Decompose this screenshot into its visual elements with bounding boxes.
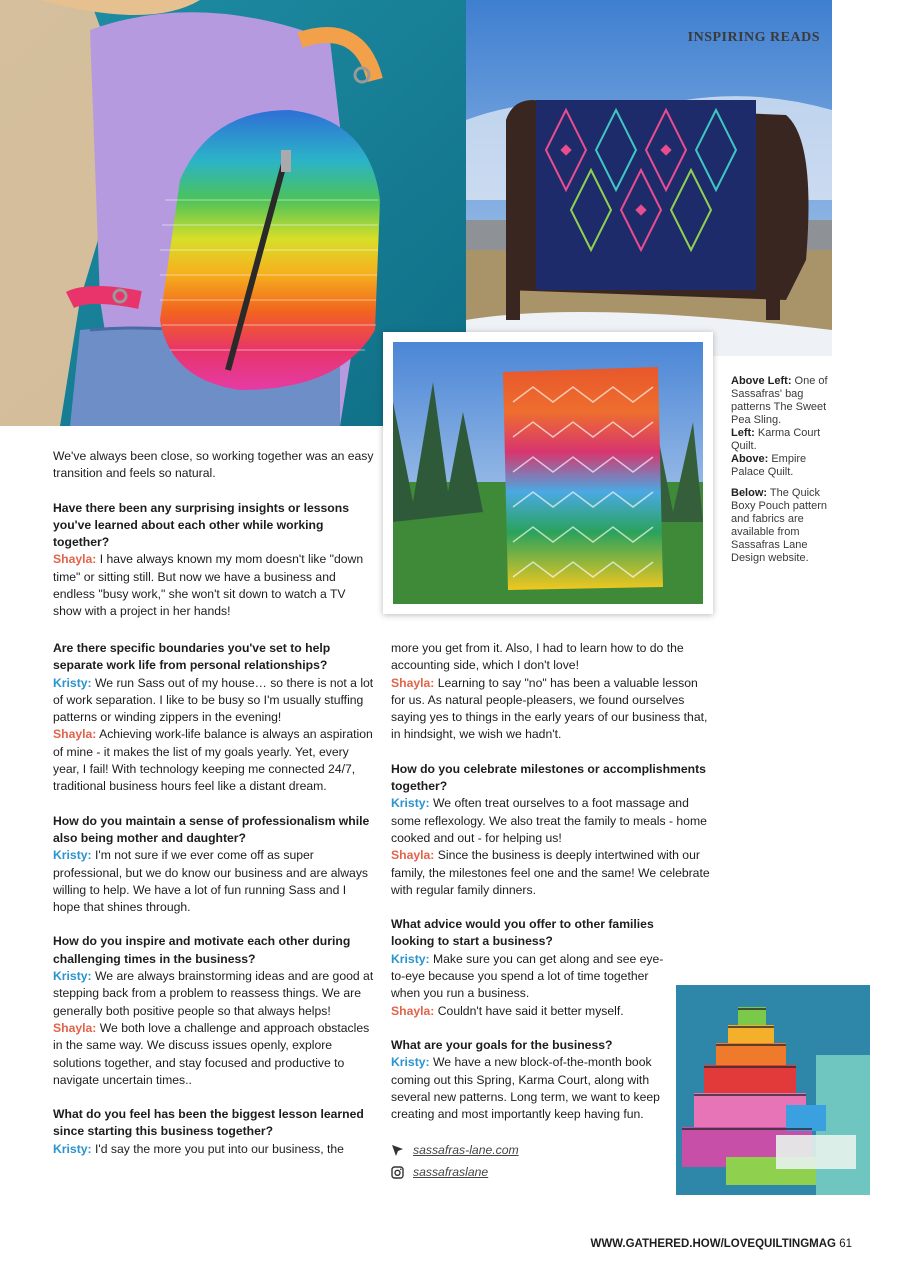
footer-url[interactable]: WWW.GATHERED.HOW/LOVEQUILTINGMAG bbox=[590, 1238, 836, 1250]
cursor-arrow-icon bbox=[391, 1144, 413, 1157]
karma-court-quilt-photo bbox=[383, 332, 713, 614]
social-links bbox=[391, 1140, 715, 1182]
caption-line: Left: Karma Court Quilt. bbox=[731, 427, 821, 452]
caption-line: Above Left: One of Sassafras' bag patterns The Sweet Pea Sling. bbox=[731, 375, 828, 426]
website-link[interactable]: sassafras-lane.com bbox=[413, 1143, 519, 1158]
caption-line: Below: The Quick Boxy Pouch pattern and fabrics are available from Sassafras Lane Design website. bbox=[731, 487, 828, 564]
caption-line: Above: Empire Palace Quilt. bbox=[731, 453, 807, 478]
qa-block: Are there specific boundaries you've set to help separate work life from personal relationships? Kristy: We run Sass out of my house… so there is not a lot of work separation. I like to be busy so I'm usually stuffing patterns or winding zippers in the evening! Shayla: Achieving work-life balance is always an aspiration of mine - it makes the list of my goals yearly. Yet, every year, I fail! With technology keeping me connected 24/7, traditional business hours feel like a distant dream. bbox=[53, 641, 374, 794]
question: What do you feel has been the biggest lesson learned since starting this business together? bbox=[53, 1107, 364, 1139]
qa-block: How do you inspire and motivate each other during challenging times in the business? Kristy: We are always brainstorming ideas and are good at stepping back from a problem to reassess things. We are generally both positive people so that always helps! Shayla: We both love a challenge and approach obstacles in the same way. We discuss issues openly, explore solutions together, and stay focused and productive to navigate uncertain times.. bbox=[53, 934, 374, 1087]
website-link-row bbox=[391, 1140, 715, 1160]
question: Have there been any surprising insights or lessons you've learned about each other while working together? bbox=[53, 500, 349, 550]
qa-block: How do you maintain a sense of professionalism while also being mother and daughter? Kristy: I'm not sure if we ever come off as super professional, but we do know our business and are always willing to help. We have a lot of fun running Sass and I hope that shines through. bbox=[53, 813, 375, 917]
instagram-icon bbox=[391, 1166, 413, 1179]
article-column-2 bbox=[391, 640, 715, 1184]
question: Are there specific boundaries you've set to help separate work life from personal relationships? bbox=[53, 641, 331, 673]
qa-block: What are your goals for the business? Kristy: We have a new block-of-the-month book coming out this Spring, Karma Court, along with several new patterns. Long term, we want to keep creating and most importantly keep having fun. bbox=[391, 1037, 715, 1123]
question: How do you inspire and motivate each other during challenging times in the business? bbox=[53, 934, 351, 966]
qa-block: How do you celebrate milestones or accomplishments together? Kristy: We often treat ourselves to a foot massage and some reflexology. We also treat the family to meals - home cooked and out - for helping us! Shayla: Since the business is deeply intertwined with our family, the milestones feel one and the same! We celebrate with regular family dinners. bbox=[391, 761, 715, 899]
question: What advice would you offer to other families looking to start a business? bbox=[391, 917, 654, 949]
qa-block: What advice would you offer to other families looking to start a business? Kristy: Make sure you can get along and see eye-to-eye because you spend a lot of time together when you run a business. Shayla: Couldn't have said it better myself. bbox=[391, 916, 715, 1020]
photo-caption bbox=[731, 375, 831, 573]
qa-block: What do you feel has been the biggest lesson learned since starting this business together? Kristy: I'd say the more you put into our business, the bbox=[53, 1106, 375, 1158]
instagram-link[interactable]: sassafraslane bbox=[413, 1165, 489, 1180]
empire-palace-quilt-photo bbox=[466, 0, 832, 356]
qa-block: more you get from it. Also, I had to learn how to do the accounting side, which I don't love! Shayla: Learning to say "no" has been a valuable lesson for us. As natural people-pleasers, we found ourselves saying yes to things in the early years of our business that, in hindsight, we wish we hadn't. bbox=[391, 641, 708, 742]
question: How do you celebrate milestones or accomplishments together? bbox=[391, 761, 706, 794]
instagram-link-row bbox=[391, 1162, 715, 1182]
section-label: INSPIRING READS bbox=[687, 30, 820, 45]
question: What are your goals for the business? bbox=[391, 1037, 613, 1052]
question: How do you maintain a sense of professionalism while also being mother and daughter? bbox=[53, 813, 370, 845]
article-column-1-upper bbox=[53, 448, 375, 638]
qa-block: Have there been any surprising insights or lessons you've learned about each other while working together? Shayla: I have always known my mom doesn't like "down time" or sitting still. But now we have a business and endless "busy work," she won't sit down to watch a TV show with a project in her hands! bbox=[53, 500, 375, 621]
page-number: 61 bbox=[839, 1238, 852, 1250]
page-footer bbox=[540, 1238, 852, 1250]
article-column-1-lower bbox=[53, 640, 375, 1175]
intro-paragraph: We've always been close, so working together was an easy transition and feels so natural. bbox=[53, 449, 374, 481]
